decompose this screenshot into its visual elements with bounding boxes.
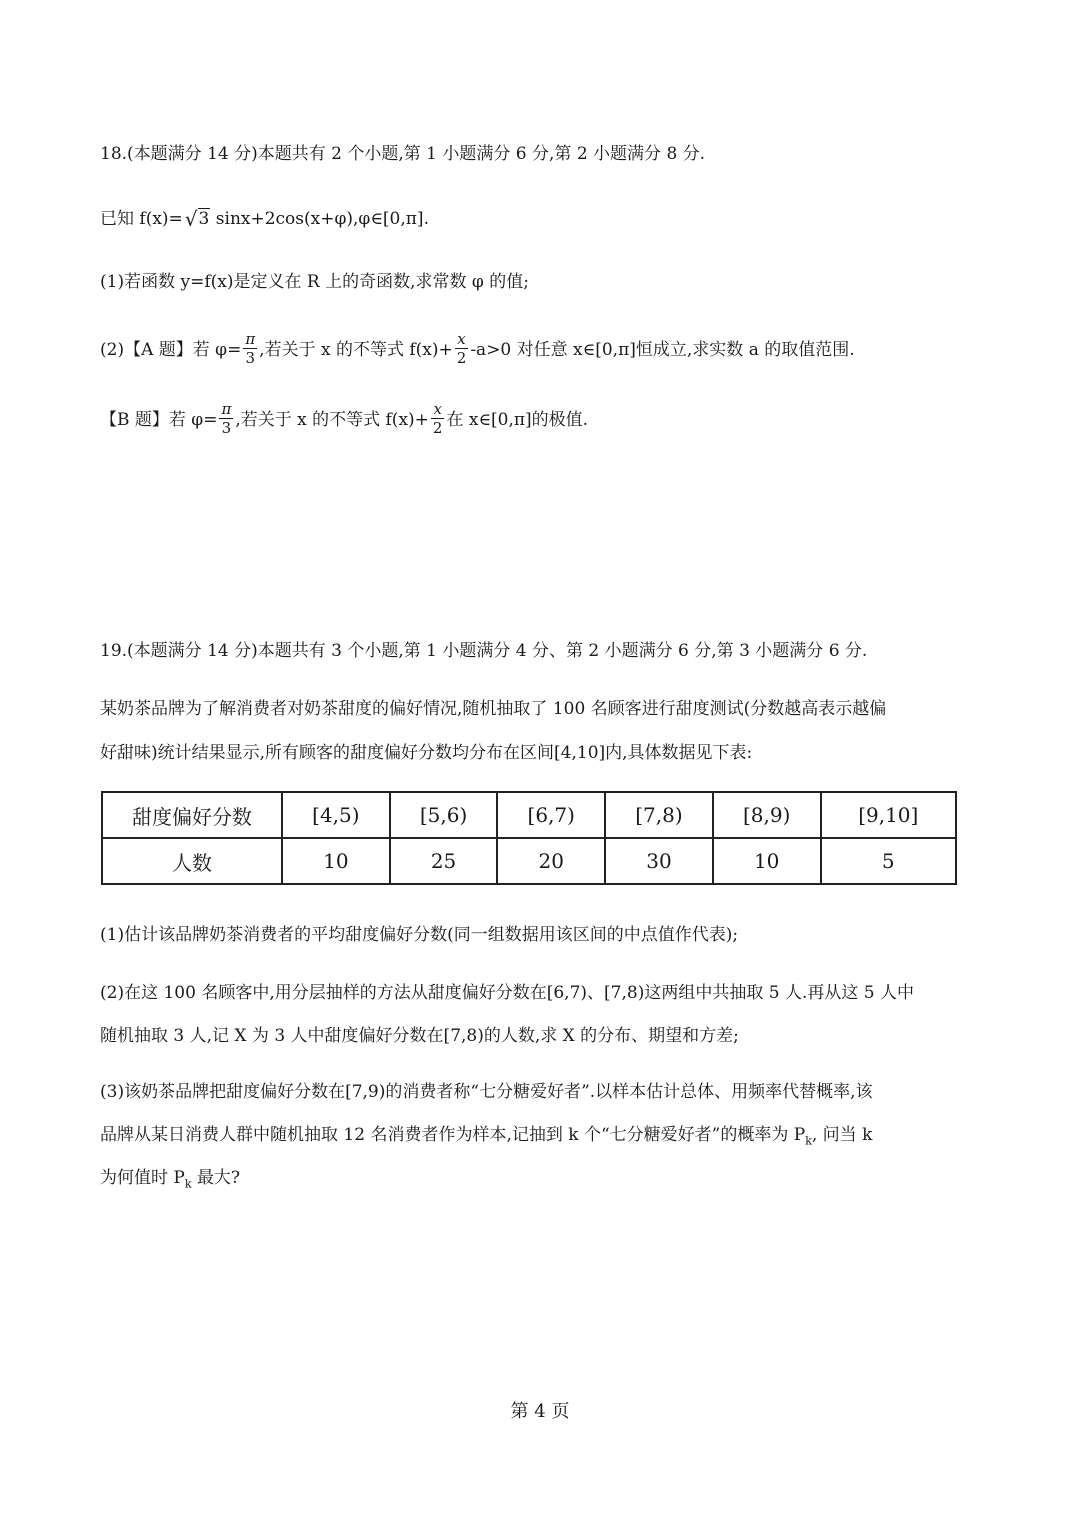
frac-denominator: 3 bbox=[221, 419, 232, 437]
sqrt-symbol: √3 bbox=[184, 207, 210, 231]
q19-part3-line3-pre: 为何值时 P bbox=[100, 1168, 185, 1188]
q18-part2a-pre: (2)【A 题】若 φ= bbox=[100, 340, 242, 360]
frac-numerator: x bbox=[455, 330, 469, 349]
frac-numerator: x bbox=[431, 400, 445, 419]
table-cell-count: 10 bbox=[282, 838, 390, 884]
q19-header: 19.(本题满分 14 分)本题共有 3 个小题,第 1 小题满分 4 分、第 2 小题满分 6 分,第 3 小题满分 6 分. bbox=[100, 641, 868, 661]
frac-denominator: 3 bbox=[245, 349, 256, 367]
q19-part2-line1: (2)在这 100 名顾客中,用分层抽样的方法从甜度偏好分数在[6,7)、[7,8)这两组中共抽取 5 人.再从这 5 人中 bbox=[100, 983, 914, 1003]
table-row bbox=[102, 838, 956, 884]
q18-header: 18.(本题满分 14 分)本题共有 2 个小题,第 1 小题满分 6 分,第 2 小题满分 8 分. bbox=[100, 144, 706, 164]
q19-part3-line2 bbox=[100, 1123, 872, 1153]
table-cell-count: 10 bbox=[713, 838, 821, 884]
q18-given-post: sinx+2cos(x+φ),φ∈[0,π]. bbox=[210, 209, 429, 229]
sqrt-radicand: 3 bbox=[198, 209, 210, 229]
page-number: 第 4 页 bbox=[510, 1401, 570, 1422]
q19-part1: (1)估计该品牌奶茶消费者的平均甜度偏好分数(同一组数据用该区间的中点值作代表); bbox=[100, 925, 739, 945]
q19-part2-line2: 随机抽取 3 人,记 X 为 3 人中甜度偏好分数在[7,8)的人数,求 X 的分布、期望和方差; bbox=[100, 1026, 739, 1046]
sweetness-table bbox=[101, 791, 957, 885]
q19-part3-line3-post: 最大? bbox=[191, 1168, 241, 1188]
q18-part2b-mid: ,若关于 x 的不等式 f(x)+ bbox=[235, 410, 429, 430]
subscript-k: k bbox=[184, 1177, 192, 1191]
q18-given-pre: 已知 f(x)= bbox=[100, 209, 183, 229]
subscript-k: k bbox=[805, 1134, 812, 1148]
frac-numerator: π bbox=[245, 330, 256, 348]
table-cell-count: 25 bbox=[390, 838, 498, 884]
table-cell-interval: [4,5) bbox=[282, 792, 390, 838]
q18-part2a bbox=[100, 332, 855, 369]
q19-part3-line1: (3)该奶茶品牌把甜度偏好分数在[7,9)的消费者称“七分糖爱好者”.以样本估计总体、用频率代替概率,该 bbox=[100, 1082, 873, 1102]
fraction-x-over-2 bbox=[455, 330, 469, 367]
q19-part3-line3 bbox=[100, 1166, 240, 1196]
q18-part2a-mid: ,若关于 x 的不等式 f(x)+ bbox=[259, 340, 453, 360]
table-row-label: 人数 bbox=[102, 838, 282, 884]
table-cell-interval: [5,6) bbox=[390, 792, 498, 838]
table-cell-interval: [7,8) bbox=[605, 792, 713, 838]
fraction-pi-over-3 bbox=[243, 330, 257, 367]
table-cell-interval: [6,7) bbox=[497, 792, 605, 838]
table-row bbox=[102, 792, 956, 838]
frac-numerator: π bbox=[221, 400, 232, 418]
frac-denominator: 2 bbox=[456, 349, 467, 367]
table-cell-count: 20 bbox=[497, 838, 605, 884]
q18-part2a-post: -a>0 对任意 x∈[0,π]恒成立,求实数 a 的取值范围. bbox=[470, 340, 855, 360]
frac-denominator: 2 bbox=[432, 419, 443, 437]
q19-part3-line2-pre: 品牌从某日消费人群中随机抽取 12 名消费者作为样本,记抽到 k 个“七分糖爱好者”的概率为 P bbox=[100, 1125, 806, 1145]
q18-part1: (1)若函数 y=f(x)是定义在 R 上的奇函数,求常数 φ 的值; bbox=[100, 272, 529, 292]
q18-part2b-pre: 【B 题】若 φ= bbox=[100, 410, 218, 430]
table-cell-count: 30 bbox=[605, 838, 713, 884]
q19-intro-line2: 好甜味)统计结果显示,所有顾客的甜度偏好分数均分布在区间[4,10]内,具体数据见下表: bbox=[100, 743, 753, 763]
q19-intro-line1: 某奶茶品牌为了解消费者对奶茶甜度的偏好情况,随机抽取了 100 名顾客进行甜度测试(分数越高表示越偏 bbox=[100, 699, 887, 719]
q18-part2b bbox=[100, 402, 588, 439]
fraction-pi-over-3 bbox=[219, 400, 233, 437]
q18-part2b-post: 在 x∈[0,π]的极值. bbox=[446, 410, 589, 430]
table-row-label: 甜度偏好分数 bbox=[102, 792, 282, 838]
table-cell-interval: [8,9) bbox=[713, 792, 821, 838]
q19-part3-line2-post: , 问当 k bbox=[811, 1125, 873, 1145]
table-cell-interval: [9,10] bbox=[821, 792, 956, 838]
fraction-x-over-2 bbox=[431, 400, 445, 437]
table-cell-count: 5 bbox=[821, 838, 956, 884]
q18-given bbox=[100, 205, 429, 231]
